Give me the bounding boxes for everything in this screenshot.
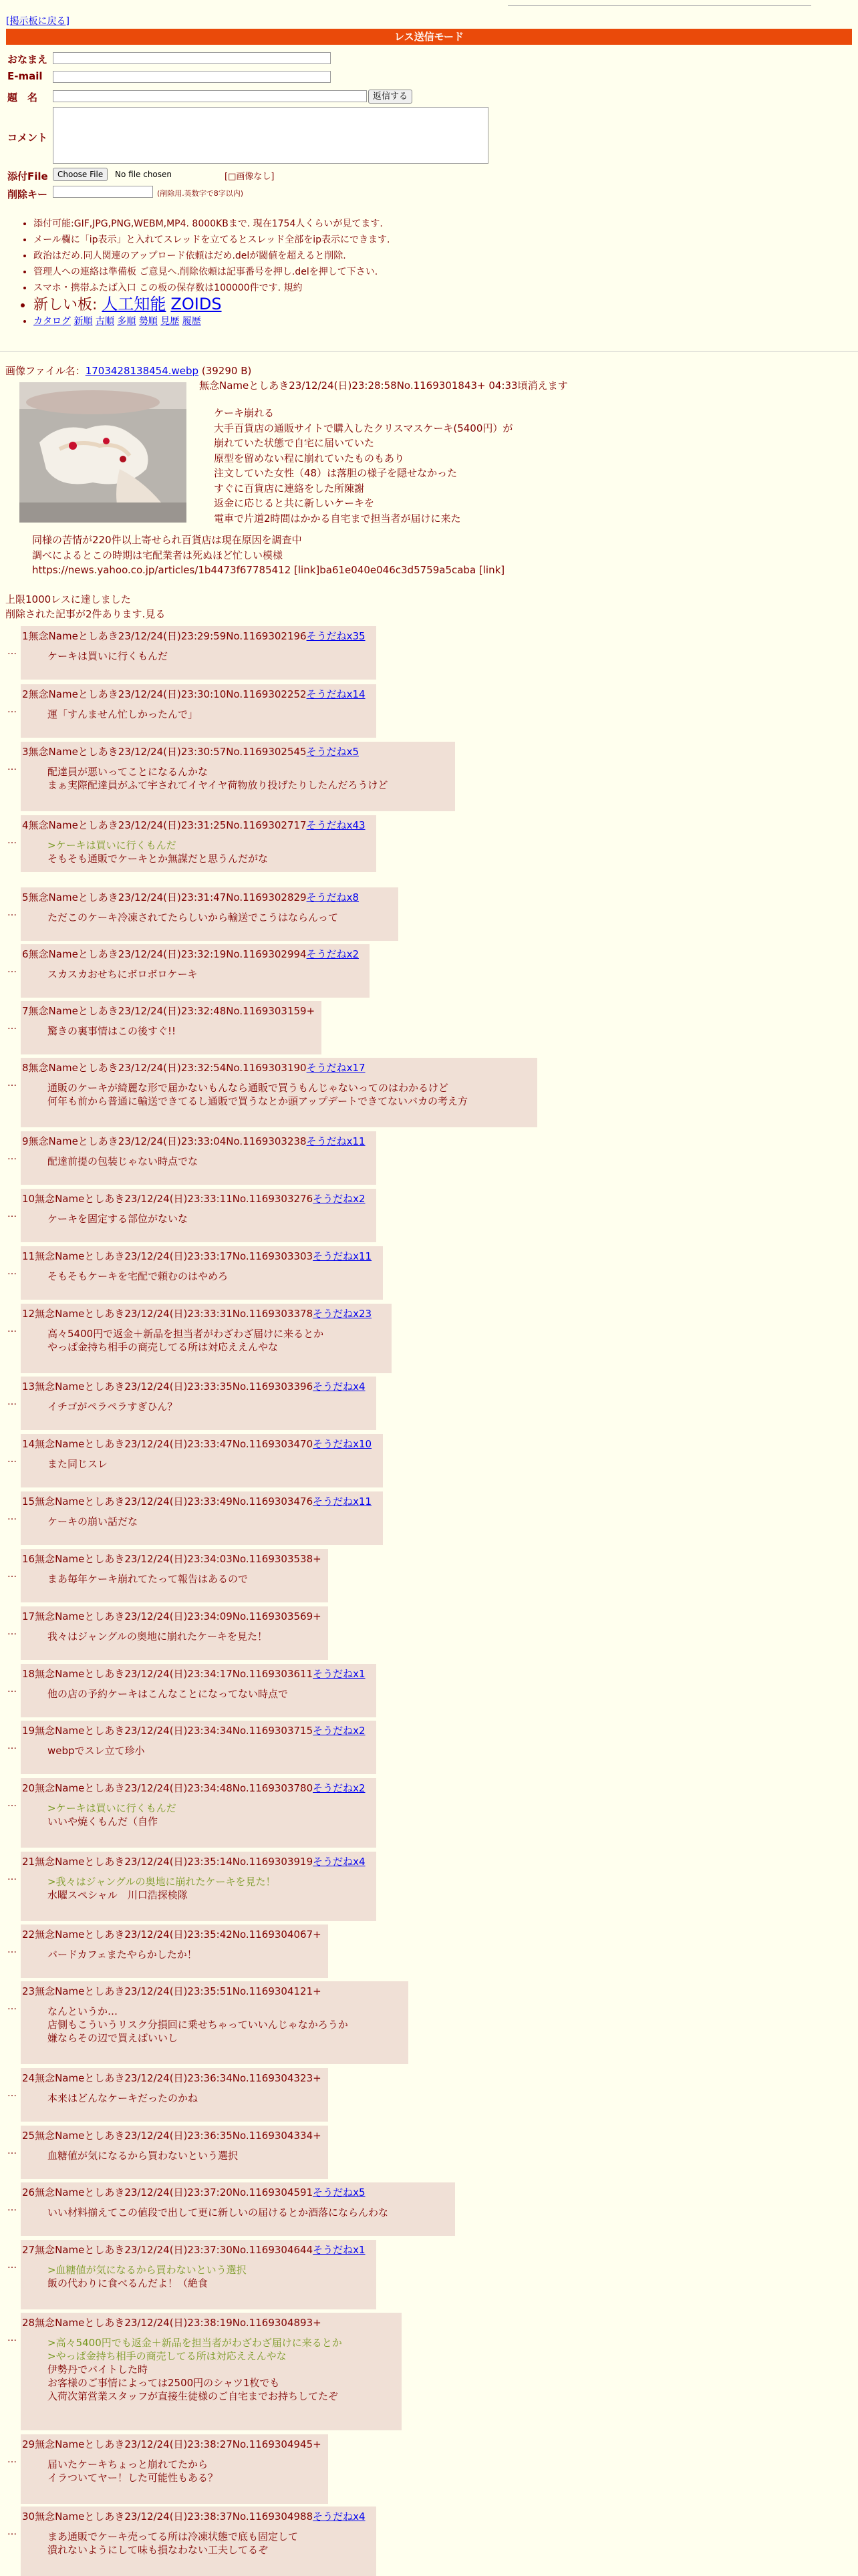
reply-box xyxy=(21,1131,376,1185)
reply-body xyxy=(47,1155,374,1175)
reply-dots-icon: … xyxy=(7,964,17,975)
reply-dots-icon: … xyxy=(7,2454,17,2465)
file-label: 添付File xyxy=(7,170,48,182)
reply-meta: 6無念Nameとしあき23/12/24(日)23:32:19No.1169302994そうだねx2 xyxy=(22,948,359,960)
reply-line: 血糖値が気になるから買わないという選択 xyxy=(47,2150,239,2162)
sort-many-link[interactable]: 多順 xyxy=(117,316,136,327)
deleted-notice: 削除された記事が2件あります.見る xyxy=(5,608,166,620)
email-input[interactable] xyxy=(53,71,331,83)
reply-body xyxy=(47,2005,406,2051)
reply-post xyxy=(7,1131,376,1185)
board-link-zoids[interactable]: ZOIDS xyxy=(170,295,222,313)
reply-post xyxy=(7,1001,321,1054)
reply-line: まあ通販でケーキ売ってる所は冷凍状態で底も固定して xyxy=(47,2531,299,2543)
reply-line: 高々5400円で返金＋新品を担当者がわざわざ届けに来るとか xyxy=(47,1328,324,1340)
reply-meta: 3無念Nameとしあき23/12/24(日)23:30:57No.1169302545そうだねx5 xyxy=(22,746,359,758)
reply-box xyxy=(21,684,376,738)
reply-body xyxy=(47,1744,374,1764)
reply-body xyxy=(47,1515,380,1535)
reply-post xyxy=(7,1606,328,1660)
subject-label: 題 名 xyxy=(7,92,38,104)
sort-new-link[interactable]: 新順 xyxy=(74,316,93,327)
reply-line: イチゴがペラペラすぎひん？ xyxy=(47,1401,178,1413)
reply-line: 配達員が悪いってことになるんかな xyxy=(47,766,208,778)
soudane-link[interactable]: そうだねx8 xyxy=(306,891,359,903)
op-thumbnail-image[interactable] xyxy=(19,382,186,523)
reply-body xyxy=(47,1081,535,1115)
subject-input[interactable] xyxy=(53,90,367,102)
reply-line: 我々はジャングルの奥地に崩れたケーキを見た！ xyxy=(47,1630,267,1642)
reply-dots-icon: … xyxy=(7,2146,17,2156)
reply-dots-icon: … xyxy=(7,1512,17,1522)
soudane-link[interactable]: そうだねx11 xyxy=(306,1135,366,1147)
reply-post xyxy=(7,1491,383,1545)
history-link[interactable]: 履歴 xyxy=(182,316,201,327)
reply-body xyxy=(47,1948,325,1968)
reply-body xyxy=(47,1212,374,1232)
reply-line: 潰れないようにして味も損なわない工夫してるぞ xyxy=(47,2544,269,2556)
reply-dots-icon: … xyxy=(7,1684,17,1695)
reply-post xyxy=(7,887,398,941)
reply-body xyxy=(47,2092,325,2112)
reply-meta: 25無念Nameとしあき23/12/24(日)23:36:35No.1169304334+ xyxy=(22,2130,321,2142)
reply-line: 他の店の予約ケーキはこんなことになってない時点で xyxy=(47,1688,289,1700)
reply-box xyxy=(21,2313,402,2430)
reply-box xyxy=(21,2182,455,2236)
reply-meta: 8無念Nameとしあき23/12/24(日)23:32:54No.1169303190そうだねx17 xyxy=(22,1062,366,1074)
reply-line: そもそも通販でケーキとか無謀だと思うんだがな xyxy=(47,853,269,865)
reply-body xyxy=(47,839,374,872)
reply-box xyxy=(21,1721,376,1774)
reply-box xyxy=(21,2507,376,2576)
mode-banner: レス送信モード xyxy=(6,29,852,45)
reply-line: バードカフェまたやらかしたか！ xyxy=(47,1949,197,1961)
reply-dots-icon: … xyxy=(7,1209,17,1220)
reply-meta: 16無念Nameとしあき23/12/24(日)23:34:03No.1169303538+ xyxy=(22,1553,321,1565)
soudane-link[interactable]: そうだねx2 xyxy=(313,1193,366,1205)
top-divider xyxy=(508,5,811,6)
reply-dots-icon: … xyxy=(7,1569,17,1580)
reply-box xyxy=(21,1491,383,1545)
reply-body xyxy=(47,1457,380,1477)
reply-dots-icon: … xyxy=(7,2333,17,2343)
soudane-link[interactable]: そうだねx1 xyxy=(313,1668,366,1680)
reply-post xyxy=(7,1549,328,1602)
board-link-ai[interactable]: 人工知能 xyxy=(102,295,166,313)
rule-item: • メール欄に「ip表示」と入れてスレッドを立てるとスレッド全部をip表示にできます. xyxy=(33,232,390,248)
reply-line: そもそもケーキを宅配で頼むのはやめろ xyxy=(47,1270,229,1282)
reply-post xyxy=(7,1246,383,1300)
reply-line: ケーキを固定する部位がないな xyxy=(47,1213,188,1225)
name-label: おなまえ xyxy=(7,53,48,65)
reply-line: スカスカおせちにボロボロケーキ xyxy=(47,968,198,980)
reply-meta: 17無念Nameとしあき23/12/24(日)23:34:09No.1169303569+ xyxy=(22,1610,321,1622)
delkey-note: (削除用.英数字で8字以内) xyxy=(157,189,244,198)
soudane-link[interactable]: そうだねx14 xyxy=(306,688,366,700)
reply-meta: 18無念Nameとしあき23/12/24(日)23:34:17No.1169303611そうだねx1 xyxy=(22,1668,366,1680)
reply-body xyxy=(47,2458,325,2491)
reply-body xyxy=(47,968,367,988)
soudane-link[interactable]: そうだねx35 xyxy=(306,630,366,642)
quote-line: >高々5400円でも返金＋新品を担当者がわざわざ届けに来るとか xyxy=(47,2337,342,2349)
submit-reply-button[interactable]: 返信する xyxy=(368,90,412,104)
reply-line: 店側もこういうリスク分損回に乗せちゃっていいんじゃなかろうか xyxy=(47,2019,348,2031)
limit-notice: 上限1000レスに達しました xyxy=(5,593,131,605)
quote-line: >我々はジャングルの奥地に崩れたケーキを見た！ xyxy=(47,1876,276,1888)
reply-box xyxy=(21,1377,376,1430)
reply-meta: 7無念Nameとしあき23/12/24(日)23:32:48No.1169303159+ xyxy=(22,1005,315,1017)
reply-body xyxy=(47,2149,325,2169)
reply-post xyxy=(7,2434,328,2504)
op-file-link[interactable]: 1703428138454.webp xyxy=(85,365,199,377)
reply-body xyxy=(47,1572,325,1592)
soudane-link[interactable]: そうだねx4 xyxy=(313,1856,366,1868)
view-history-link[interactable]: 見歴 xyxy=(160,316,180,327)
reply-line: 伊勢丹でバイトした時 xyxy=(47,2364,148,2376)
reply-post xyxy=(7,2507,376,2576)
soudane-link[interactable]: そうだねx17 xyxy=(306,1062,366,1074)
reply-body xyxy=(47,1024,319,1044)
reply-post xyxy=(7,1434,383,1487)
reply-line: いいや焼くもんだ（自作 xyxy=(47,1816,158,1828)
reply-post xyxy=(7,742,455,811)
quote-line: >血糖値が気になるから買わないという選択 xyxy=(47,2264,247,2276)
reply-dots-icon: … xyxy=(7,1945,17,1955)
soudane-link[interactable]: そうだねx1 xyxy=(313,2244,366,2256)
reply-meta: 19無念Nameとしあき23/12/24(日)23:34:34No.1169303715そうだねx2 xyxy=(22,1725,366,1737)
reply-dots-icon: … xyxy=(7,2260,17,2271)
rule-item: • 管理人への連絡は準備板 ご意見へ.削除依頼は記事番号を押し.delを押して下さい. xyxy=(33,264,390,280)
catalog-link[interactable]: カタログ xyxy=(33,316,71,327)
reply-post xyxy=(7,2126,328,2179)
back-to-board-link[interactable]: [掲示板に戻る] xyxy=(6,16,69,27)
reply-box xyxy=(21,1001,321,1054)
reply-dots-icon: … xyxy=(7,704,17,715)
reply-meta: 22無念Nameとしあき23/12/24(日)23:35:42No.1169304067+ xyxy=(22,1928,321,1941)
op-header: 無念Nameとしあき23/12/24(日)23:28:58No.1169301843+ 04:33頃消えます xyxy=(199,380,568,392)
op-file-info: 画像ファイル名：1703428138454.webp (39290 B) xyxy=(5,365,252,377)
reply-meta: 29無念Nameとしあき23/12/24(日)23:38:27No.1169304945+ xyxy=(22,2438,321,2450)
reply-dots-icon: … xyxy=(7,2527,17,2537)
soudane-link[interactable]: そうだねx2 xyxy=(313,1725,366,1737)
reply-box xyxy=(21,2240,376,2309)
reply-meta: 20無念Nameとしあき23/12/24(日)23:34:48No.1169303780そうだねx2 xyxy=(22,1782,366,1794)
reply-box xyxy=(21,1778,376,1848)
reply-dots-icon: … xyxy=(7,1872,17,1882)
reply-dots-icon: … xyxy=(7,2088,17,2099)
quote-line: >ケーキは買いに行くもんだ xyxy=(47,839,176,851)
quote-line: >やっぱ金持ち相手の商売してる所は対応ええんやな xyxy=(47,2350,287,2362)
reply-box xyxy=(21,1852,376,1921)
reply-meta: 4無念Nameとしあき23/12/24(日)23:31:25No.1169302717そうだねx43 xyxy=(22,819,366,831)
reply-post xyxy=(7,944,370,998)
reply-box xyxy=(21,1246,383,1300)
op-body: ケーキ崩れる 大手百貨店の通販サイトで購入したクリスマスケーキ(5400円）が 崩れていた状態で自宅に届いていた 原型を留めない程に崩れていたものもあり 注文していた女性（48）は落胆の様子を隠せなかった すぐに百貨店に連絡をした所陳謝 返金に応じると共に新しいケーキを 電車で片道2時間はかかる自宅まで担当者が届けに来た xyxy=(214,407,513,525)
reply-meta: 5無念Nameとしあき23/12/24(日)23:31:47No.1169302829そうだねx8 xyxy=(22,891,359,903)
reply-meta: 15無念Nameとしあき23/12/24(日)23:33:49No.1169303476そうだねx11 xyxy=(22,1495,372,1508)
reply-line: webpでスレ立て珍小 xyxy=(47,1745,145,1757)
new-boards: • 新しい板: 人工知能 ZOIDS xyxy=(33,296,390,313)
reply-body xyxy=(47,1327,389,1361)
reply-post xyxy=(7,1852,376,1921)
reply-dots-icon: … xyxy=(7,1397,17,1407)
reply-body xyxy=(47,765,452,799)
reply-line: まあ毎年ケーキ崩れてたって報告はあるので xyxy=(47,1573,249,1585)
soudane-link[interactable]: そうだねx4 xyxy=(313,1381,366,1393)
reply-body xyxy=(47,1270,380,1290)
comment-label: コメント xyxy=(7,132,48,144)
reply-box xyxy=(21,626,376,680)
reply-body xyxy=(47,2336,399,2410)
comment-textarea[interactable] xyxy=(53,107,488,164)
reply-line: やっぱ金持ち相手の商売してる所は対応ええんやな xyxy=(47,1341,279,1353)
delkey-label: 削除キー xyxy=(7,188,48,200)
choose-file-button[interactable]: Choose File xyxy=(53,168,108,181)
reply-line: ケーキは買いに行くもんだ xyxy=(47,650,168,662)
reply-dots-icon: … xyxy=(7,2001,17,2012)
reply-box xyxy=(21,742,455,811)
reply-dots-icon: … xyxy=(7,1151,17,1162)
reply-body xyxy=(47,2530,374,2563)
reply-line: 何年も前から普通に輸送できてるし通販で買うなとか頭アップデートできてないバカの考え方 xyxy=(47,1095,468,1107)
soudane-link[interactable]: そうだねx11 xyxy=(313,1250,372,1262)
reply-meta: 12無念Nameとしあき23/12/24(日)23:33:31No.1169303378そうだねx23 xyxy=(22,1308,372,1320)
reply-dots-icon: … xyxy=(7,1021,17,1032)
reply-line: ただこのケーキ冷凍されてたらしいから輸送でこうはならんって xyxy=(47,911,339,923)
reply-line: ケーキの崩い話だな xyxy=(47,1516,138,1528)
reply-dots-icon: … xyxy=(7,2202,17,2213)
reply-line: 本来はどんなケーキだったのかね xyxy=(47,2092,198,2104)
reply-post xyxy=(7,1981,408,2064)
reply-meta: 10無念Nameとしあき23/12/24(日)23:33:11No.1169303276そうだねx2 xyxy=(22,1193,366,1205)
catalog-links xyxy=(33,313,390,329)
reply-meta: 28無念Nameとしあき23/12/24(日)23:38:19No.1169304893+ xyxy=(22,2317,321,2329)
soudane-link[interactable]: そうだねx5 xyxy=(313,2186,366,2198)
email-label: E-mail xyxy=(7,70,43,82)
reply-line: 飯の代わりに食べるんだよ！（絶食 xyxy=(47,2277,208,2289)
name-input[interactable] xyxy=(53,52,331,64)
quote-line: >ケーキは買いに行くもんだ xyxy=(47,1802,176,1814)
reply-line: 入荷次第営業スタッフが直接生徒様のご自宅までお持ちしてたぞ xyxy=(47,2390,339,2402)
reply-meta: 9無念Nameとしあき23/12/24(日)23:33:04No.1169303238そうだねx11 xyxy=(22,1135,366,1147)
reply-meta: 26無念Nameとしあき23/12/24(日)23:37:20No.1169304591そうだねx5 xyxy=(22,2186,366,2198)
reply-post xyxy=(7,1304,392,1373)
reply-line: いい材料揃えてこの値段で出して更に新しいの届けるとか酒落にならんわな xyxy=(47,2206,389,2219)
reply-box xyxy=(21,887,398,941)
reply-body xyxy=(47,911,396,931)
delkey-input[interactable] xyxy=(53,186,153,198)
reply-dots-icon: … xyxy=(7,907,17,918)
reply-line: 驚きの裏事情はこの後すぐ!! xyxy=(47,1025,176,1037)
reply-line: 嫌ならその辺で買えばいいし xyxy=(47,2032,178,2044)
op-body-continued: 同様の苦情が220件以上寄せられ百貨店は現在原因を調査中 調べによるとこの時期は宅配業者は死ぬほど忙しい模様 https://news.yahoo.co.jp/articles/1b4473f67785412 [link]ba61e040e046c3d5759a5caba [link] xyxy=(32,534,505,576)
reply-box xyxy=(21,2434,328,2504)
reply-box xyxy=(21,2068,328,2122)
reply-meta: 13無念Nameとしあき23/12/24(日)23:33:35No.1169303396そうだねx4 xyxy=(22,1381,366,1393)
rule-item: • スマホ・携帯ふたば入口 この板の保存数は100000件です. 規約 xyxy=(33,280,390,296)
reply-meta: 2無念Nameとしあき23/12/24(日)23:30:10No.1169302252そうだねx14 xyxy=(22,688,366,700)
reply-body xyxy=(47,1802,374,1835)
soudane-link[interactable]: そうだねx5 xyxy=(306,746,359,758)
reply-meta: 30無念Nameとしあき23/12/24(日)23:38:37No.1169304988そうだねx4 xyxy=(22,2511,366,2523)
reply-meta: 11無念Nameとしあき23/12/24(日)23:33:17No.1169303303そうだねx11 xyxy=(22,1250,372,1262)
reply-box xyxy=(21,1058,537,1127)
reply-dots-icon: … xyxy=(7,1741,17,1751)
soudane-link[interactable]: そうだねx2 xyxy=(313,1782,366,1794)
reply-line: 届いたケーキちょっと崩れてたから xyxy=(47,2458,208,2470)
reply-line: 通販のケーキが綺麗な形で届かないもんなら通販で買うもんじゃないってのはわかるけど xyxy=(47,1082,449,1094)
reply-dots-icon: … xyxy=(7,1798,17,1809)
reply-line: 水曜スペシャル 川口浩探検隊 xyxy=(47,1889,188,1901)
image-none-checkbox[interactable]: [□画像なし] xyxy=(225,172,275,182)
reply-post xyxy=(7,1924,328,1978)
soudane-link[interactable]: そうだねx23 xyxy=(313,1308,372,1320)
reply-meta: 24無念Nameとしあき23/12/24(日)23:36:34No.1169304323+ xyxy=(22,2072,321,2084)
reply-post xyxy=(7,1721,376,1774)
reply-post xyxy=(7,1189,376,1242)
reply-dots-icon: … xyxy=(7,646,17,657)
no-file-text: No file chosen xyxy=(115,170,172,179)
reply-line: なんというか… xyxy=(47,2005,118,2017)
reply-line: まぁ実際配達員がふて宇されてイヤイヤ荷物放り投げたりしたんだろうけど xyxy=(47,779,388,791)
reply-box xyxy=(21,1924,328,1978)
reply-dots-icon: … xyxy=(7,1078,17,1089)
reply-meta: 23無念Nameとしあき23/12/24(日)23:35:51No.1169304121+ xyxy=(22,1985,321,1997)
sort-old-link[interactable]: 古順 xyxy=(95,316,114,327)
reply-line: お客様のご事情によっては2500円のシャツ1枚でも xyxy=(47,2377,280,2389)
reply-meta: 1無念Nameとしあき23/12/24(日)23:29:59No.1169302196そうだねx35 xyxy=(22,630,366,642)
reply-box xyxy=(21,1606,328,1660)
reply-post xyxy=(7,1778,376,1848)
reply-dots-icon: … xyxy=(7,1266,17,1277)
reply-dots-icon: … xyxy=(7,1626,17,1637)
soudane-link[interactable]: そうだねx2 xyxy=(306,948,359,960)
reply-body xyxy=(47,650,374,670)
reply-post xyxy=(7,684,376,738)
soudane-link[interactable]: そうだねx43 xyxy=(306,819,366,831)
reply-dots-icon: … xyxy=(7,835,17,846)
soudane-link[interactable]: そうだねx10 xyxy=(313,1438,372,1450)
reply-box xyxy=(21,1189,376,1242)
reply-post xyxy=(7,2313,402,2430)
reply-body xyxy=(47,2206,452,2226)
reply-line: 運「すんません忙しかったんで」 xyxy=(47,708,198,720)
soudane-link[interactable]: そうだねx4 xyxy=(313,2511,366,2523)
reply-box xyxy=(21,944,370,998)
reply-dots-icon: … xyxy=(7,762,17,772)
reply-post xyxy=(7,1058,537,1127)
soudane-link[interactable]: そうだねx11 xyxy=(313,1495,372,1508)
reply-post xyxy=(7,2068,328,2122)
reply-meta: 14無念Nameとしあき23/12/24(日)23:33:47No.1169303470そうだねx10 xyxy=(22,1438,372,1450)
reply-box xyxy=(21,1549,328,1602)
reply-body xyxy=(47,708,374,728)
reply-body xyxy=(47,2263,374,2297)
reply-post xyxy=(7,815,376,872)
reply-line: イラついてヤー！した可能性もある？ xyxy=(47,2472,219,2484)
rule-item: • 政治はだめ.同人関連のアップロード依頼はだめ.delが閾値を超えると削除. xyxy=(33,248,390,264)
reply-box xyxy=(21,1304,392,1373)
reply-line: また同じスレ xyxy=(47,1458,108,1470)
reply-box xyxy=(21,815,376,872)
reply-body xyxy=(47,1400,374,1420)
reply-post xyxy=(7,2240,376,2309)
reply-dots-icon: … xyxy=(7,1324,17,1334)
reply-body xyxy=(47,1687,374,1707)
board-rules xyxy=(20,216,390,329)
reply-post xyxy=(7,1664,376,1717)
reply-body xyxy=(47,1875,374,1908)
reply-post xyxy=(7,626,376,680)
reply-body xyxy=(47,1630,325,1650)
reply-box xyxy=(21,1981,408,2064)
reply-post xyxy=(7,1377,376,1430)
reply-dots-icon: … xyxy=(7,1454,17,1465)
reply-meta: 21無念Nameとしあき23/12/24(日)23:35:14No.1169303919そうだねx4 xyxy=(22,1856,366,1868)
reply-box xyxy=(21,1434,383,1487)
reply-post xyxy=(7,2182,455,2236)
rule-item: • 添付可能:GIF,JPG,PNG,WEBM,MP4. 8000KBまで. 現在1754人くらいが見てます. xyxy=(33,216,390,232)
reply-line: 配達前提の包装じゃない時点でな xyxy=(47,1155,198,1167)
reply-box xyxy=(21,1664,376,1717)
reply-meta: 27無念Nameとしあき23/12/24(日)23:37:30No.1169304644そうだねx1 xyxy=(22,2244,366,2256)
reply-box xyxy=(21,2126,328,2179)
sort-momentum-link[interactable]: 勢順 xyxy=(138,316,158,327)
